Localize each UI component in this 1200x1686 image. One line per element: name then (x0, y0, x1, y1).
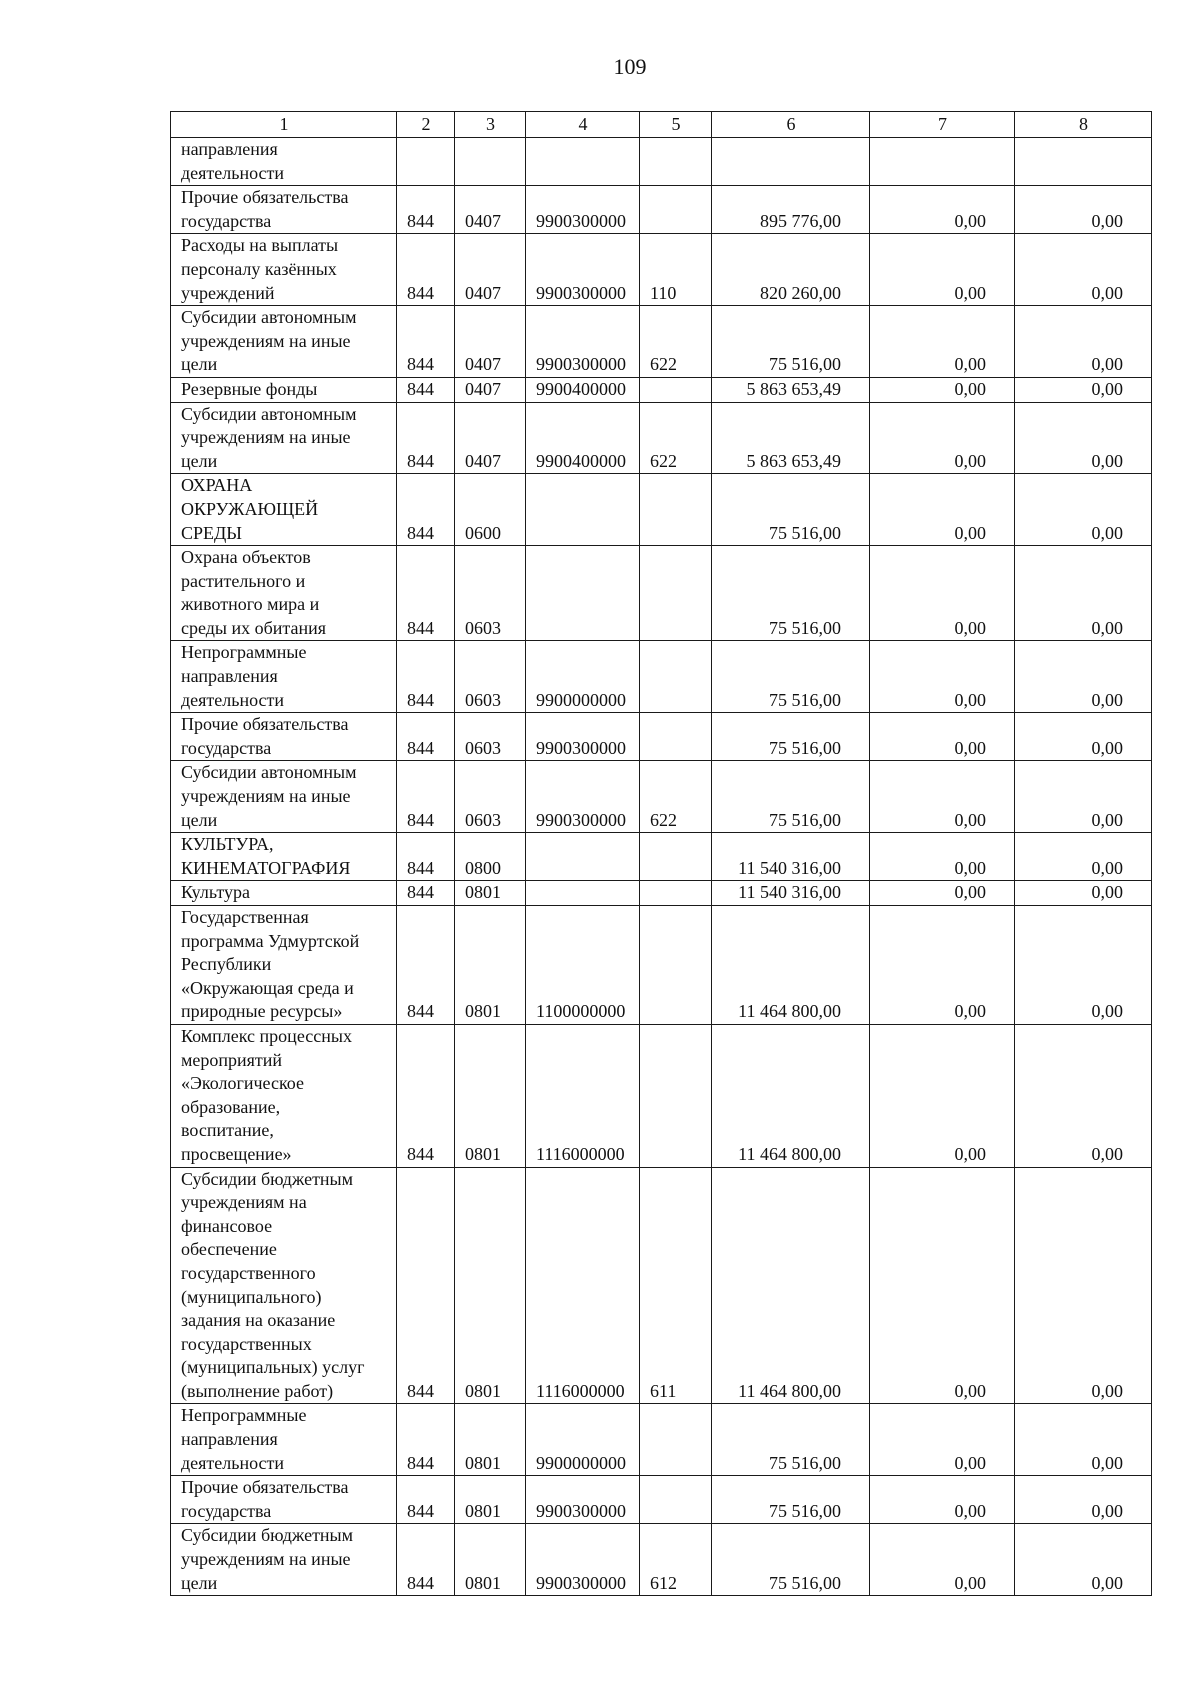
column-header: 2 (397, 112, 455, 138)
admin-code-cell: 844 (397, 1476, 455, 1524)
amount-cell: 75 516,00 (712, 761, 870, 833)
target-code-cell: 9900400000 (526, 402, 640, 474)
admin-code-cell: 844 (397, 713, 455, 761)
amount-year2-cell: 0,00 (870, 234, 1015, 306)
amount-year3-cell: 0,00 (1015, 1024, 1152, 1167)
admin-code-cell: 844 (397, 1024, 455, 1167)
amount-year2-cell: 0,00 (870, 1524, 1015, 1596)
table-row (171, 906, 1152, 1025)
row-label: Непрограммные направления деятельности (171, 641, 397, 713)
amount-year3-cell: 0,00 (1015, 1167, 1152, 1404)
amount-cell: 75 516,00 (712, 546, 870, 641)
amount-cell: 75 516,00 (712, 641, 870, 713)
amount-year3-cell: 0,00 (1015, 1476, 1152, 1524)
admin-code-cell: 844 (397, 881, 455, 906)
row-label: Расходы на выплаты персоналу казённых учреждений (171, 234, 397, 306)
amount-cell: 11 540 316,00 (712, 881, 870, 906)
section-code-cell: 0407 (455, 306, 526, 378)
admin-code-cell: 844 (397, 306, 455, 378)
amount-year3-cell: 0,00 (1015, 906, 1152, 1025)
target-code-cell (526, 546, 640, 641)
table-row (171, 234, 1152, 306)
amount-cell: 820 260,00 (712, 234, 870, 306)
amount-year3-cell: 0,00 (1015, 186, 1152, 234)
amount-year2-cell: 0,00 (870, 306, 1015, 378)
table-row (171, 1404, 1152, 1476)
amount-cell: 5 863 653,49 (712, 402, 870, 474)
admin-code-cell: 844 (397, 1404, 455, 1476)
expense-type-cell: 611 (640, 1167, 712, 1404)
target-code-cell: 1116000000 (526, 1167, 640, 1404)
row-label: Культура (171, 881, 397, 906)
section-code-cell: 0801 (455, 881, 526, 906)
expense-type-cell (640, 1476, 712, 1524)
admin-code-cell: 844 (397, 906, 455, 1025)
amount-year2-cell: 0,00 (870, 713, 1015, 761)
section-code-cell: 0603 (455, 713, 526, 761)
amount-cell: 11 464 800,00 (712, 906, 870, 1025)
amount-cell: 11 464 800,00 (712, 1024, 870, 1167)
amount-year2-cell: 0,00 (870, 402, 1015, 474)
amount-year3-cell: 0,00 (1015, 881, 1152, 906)
target-code-cell: 9900300000 (526, 713, 640, 761)
amount-year2-cell: 0,00 (870, 833, 1015, 881)
target-code-cell: 9900000000 (526, 641, 640, 713)
table-header-row (171, 112, 1152, 138)
table-row (171, 641, 1152, 713)
amount-cell: 75 516,00 (712, 713, 870, 761)
column-header: 7 (870, 112, 1015, 138)
target-code-cell (526, 833, 640, 881)
target-code-cell: 9900300000 (526, 306, 640, 378)
section-code-cell: 0407 (455, 377, 526, 402)
expense-type-cell: 622 (640, 761, 712, 833)
section-code-cell: 0603 (455, 761, 526, 833)
target-code-cell: 9900400000 (526, 377, 640, 402)
row-label: Непрограммные направления деятельности (171, 1404, 397, 1476)
admin-code-cell: 844 (397, 234, 455, 306)
amount-year2-cell (870, 138, 1015, 186)
expense-type-cell (640, 881, 712, 906)
section-code-cell: 0801 (455, 1167, 526, 1404)
amount-year3-cell: 0,00 (1015, 377, 1152, 402)
admin-code-cell: 844 (397, 1167, 455, 1404)
amount-year2-cell: 0,00 (870, 1167, 1015, 1404)
table-row (171, 546, 1152, 641)
row-label: Субсидии бюджетным учреждениям на финансовое обеспечение государственного (муниципального) задания на оказание государственных (муниципальных) услуг (выполнение работ) (171, 1167, 397, 1404)
expense-type-cell (640, 713, 712, 761)
row-label: Резервные фонды (171, 377, 397, 402)
expense-type-cell (640, 1024, 712, 1167)
table-row (171, 402, 1152, 474)
amount-year3-cell: 0,00 (1015, 641, 1152, 713)
amount-cell: 75 516,00 (712, 306, 870, 378)
column-header: 6 (712, 112, 870, 138)
column-header: 8 (1015, 112, 1152, 138)
expense-type-cell: 622 (640, 306, 712, 378)
row-label: Прочие обязательства государства (171, 1476, 397, 1524)
admin-code-cell: 844 (397, 402, 455, 474)
expense-type-cell: 110 (640, 234, 712, 306)
target-code-cell: 1116000000 (526, 1024, 640, 1167)
budget-table (170, 111, 1152, 1596)
amount-year3-cell: 0,00 (1015, 234, 1152, 306)
section-code-cell (455, 138, 526, 186)
amount-year3-cell: 0,00 (1015, 306, 1152, 378)
section-code-cell: 0801 (455, 1524, 526, 1596)
expense-type-cell: 622 (640, 402, 712, 474)
expense-type-cell (640, 377, 712, 402)
target-code-cell (526, 474, 640, 546)
amount-year3-cell: 0,00 (1015, 474, 1152, 546)
row-label: Государственная программа Удмуртской Республики «Окружающая среда и природные ресурсы» (171, 906, 397, 1025)
admin-code-cell: 844 (397, 546, 455, 641)
row-label: Комплекс процессных мероприятий «Экологическое образование, воспитание, просвещение» (171, 1024, 397, 1167)
page-number: 109 (613, 54, 647, 79)
target-code-cell: 9900300000 (526, 234, 640, 306)
section-code-cell: 0600 (455, 474, 526, 546)
amount-year2-cell: 0,00 (870, 881, 1015, 906)
amount-year3-cell (1015, 138, 1152, 186)
row-label: Прочие обязательства государства (171, 186, 397, 234)
row-label: Субсидии автономным учреждениям на иные цели (171, 402, 397, 474)
table-row (171, 186, 1152, 234)
expense-type-cell (640, 906, 712, 1025)
expense-type-cell (640, 186, 712, 234)
section-code-cell: 0801 (455, 1476, 526, 1524)
amount-cell: 11 464 800,00 (712, 1167, 870, 1404)
admin-code-cell: 844 (397, 1524, 455, 1596)
section-code-cell: 0801 (455, 1404, 526, 1476)
target-code-cell (526, 881, 640, 906)
row-label: направления деятельности (171, 138, 397, 186)
amount-year2-cell: 0,00 (870, 186, 1015, 234)
target-code-cell: 9900000000 (526, 1404, 640, 1476)
expense-type-cell (640, 546, 712, 641)
admin-code-cell: 844 (397, 474, 455, 546)
target-code-cell: 9900300000 (526, 761, 640, 833)
target-code-cell: 9900300000 (526, 1476, 640, 1524)
table-row (171, 306, 1152, 378)
admin-code-cell: 844 (397, 833, 455, 881)
table-row (171, 1167, 1152, 1404)
target-code-cell: 9900300000 (526, 1524, 640, 1596)
row-label: Прочие обязательства государства (171, 713, 397, 761)
amount-year3-cell: 0,00 (1015, 1404, 1152, 1476)
column-header: 1 (171, 112, 397, 138)
column-header: 5 (640, 112, 712, 138)
amount-cell: 5 863 653,49 (712, 377, 870, 402)
table-row (171, 377, 1152, 402)
section-code-cell: 0603 (455, 641, 526, 713)
amount-cell: 895 776,00 (712, 186, 870, 234)
amount-year2-cell: 0,00 (870, 641, 1015, 713)
admin-code-cell (397, 138, 455, 186)
section-code-cell: 0407 (455, 234, 526, 306)
amount-year2-cell: 0,00 (870, 377, 1015, 402)
expense-type-cell: 612 (640, 1524, 712, 1596)
amount-cell: 75 516,00 (712, 1524, 870, 1596)
expense-type-cell (640, 641, 712, 713)
amount-year3-cell: 0,00 (1015, 713, 1152, 761)
section-code-cell: 0801 (455, 906, 526, 1025)
amount-year2-cell: 0,00 (870, 474, 1015, 546)
amount-year3-cell: 0,00 (1015, 761, 1152, 833)
section-code-cell: 0801 (455, 1024, 526, 1167)
section-code-cell: 0407 (455, 186, 526, 234)
table-row (171, 1476, 1152, 1524)
admin-code-cell: 844 (397, 186, 455, 234)
expense-type-cell (640, 474, 712, 546)
amount-year3-cell: 0,00 (1015, 1524, 1152, 1596)
column-header: 4 (526, 112, 640, 138)
table-row (171, 713, 1152, 761)
section-code-cell: 0800 (455, 833, 526, 881)
amount-cell: 75 516,00 (712, 474, 870, 546)
amount-cell: 75 516,00 (712, 1404, 870, 1476)
expense-type-cell (640, 138, 712, 186)
amount-cell: 75 516,00 (712, 1476, 870, 1524)
admin-code-cell: 844 (397, 377, 455, 402)
table-row (171, 1524, 1152, 1596)
table-row (171, 138, 1152, 186)
amount-year2-cell: 0,00 (870, 1404, 1015, 1476)
target-code-cell: 9900300000 (526, 186, 640, 234)
row-label: Субсидии автономным учреждениям на иные цели (171, 761, 397, 833)
row-label: Субсидии бюджетным учреждениям на иные цели (171, 1524, 397, 1596)
table-row (171, 474, 1152, 546)
table-row (171, 761, 1152, 833)
row-label: КУЛЬТУРА, КИНЕМАТОГРАФИЯ (171, 833, 397, 881)
amount-year3-cell: 0,00 (1015, 546, 1152, 641)
amount-year2-cell: 0,00 (870, 546, 1015, 641)
target-code-cell: 1100000000 (526, 906, 640, 1025)
expense-type-cell (640, 1404, 712, 1476)
column-header: 3 (455, 112, 526, 138)
amount-cell: 11 540 316,00 (712, 833, 870, 881)
amount-year2-cell: 0,00 (870, 906, 1015, 1025)
table-row (171, 881, 1152, 906)
expense-type-cell (640, 833, 712, 881)
table-row (171, 1024, 1152, 1167)
amount-year2-cell: 0,00 (870, 761, 1015, 833)
row-label: Субсидии автономным учреждениям на иные цели (171, 306, 397, 378)
target-code-cell (526, 138, 640, 186)
amount-year2-cell: 0,00 (870, 1476, 1015, 1524)
amount-cell (712, 138, 870, 186)
amount-year3-cell: 0,00 (1015, 402, 1152, 474)
row-label: ОХРАНА ОКРУЖАЮЩЕЙ СРЕДЫ (171, 474, 397, 546)
section-code-cell: 0603 (455, 546, 526, 641)
table-row (171, 833, 1152, 881)
amount-year3-cell: 0,00 (1015, 833, 1152, 881)
row-label: Охрана объектов растительного и животного мира и среды их обитания (171, 546, 397, 641)
admin-code-cell: 844 (397, 761, 455, 833)
section-code-cell: 0407 (455, 402, 526, 474)
amount-year2-cell: 0,00 (870, 1024, 1015, 1167)
admin-code-cell: 844 (397, 641, 455, 713)
